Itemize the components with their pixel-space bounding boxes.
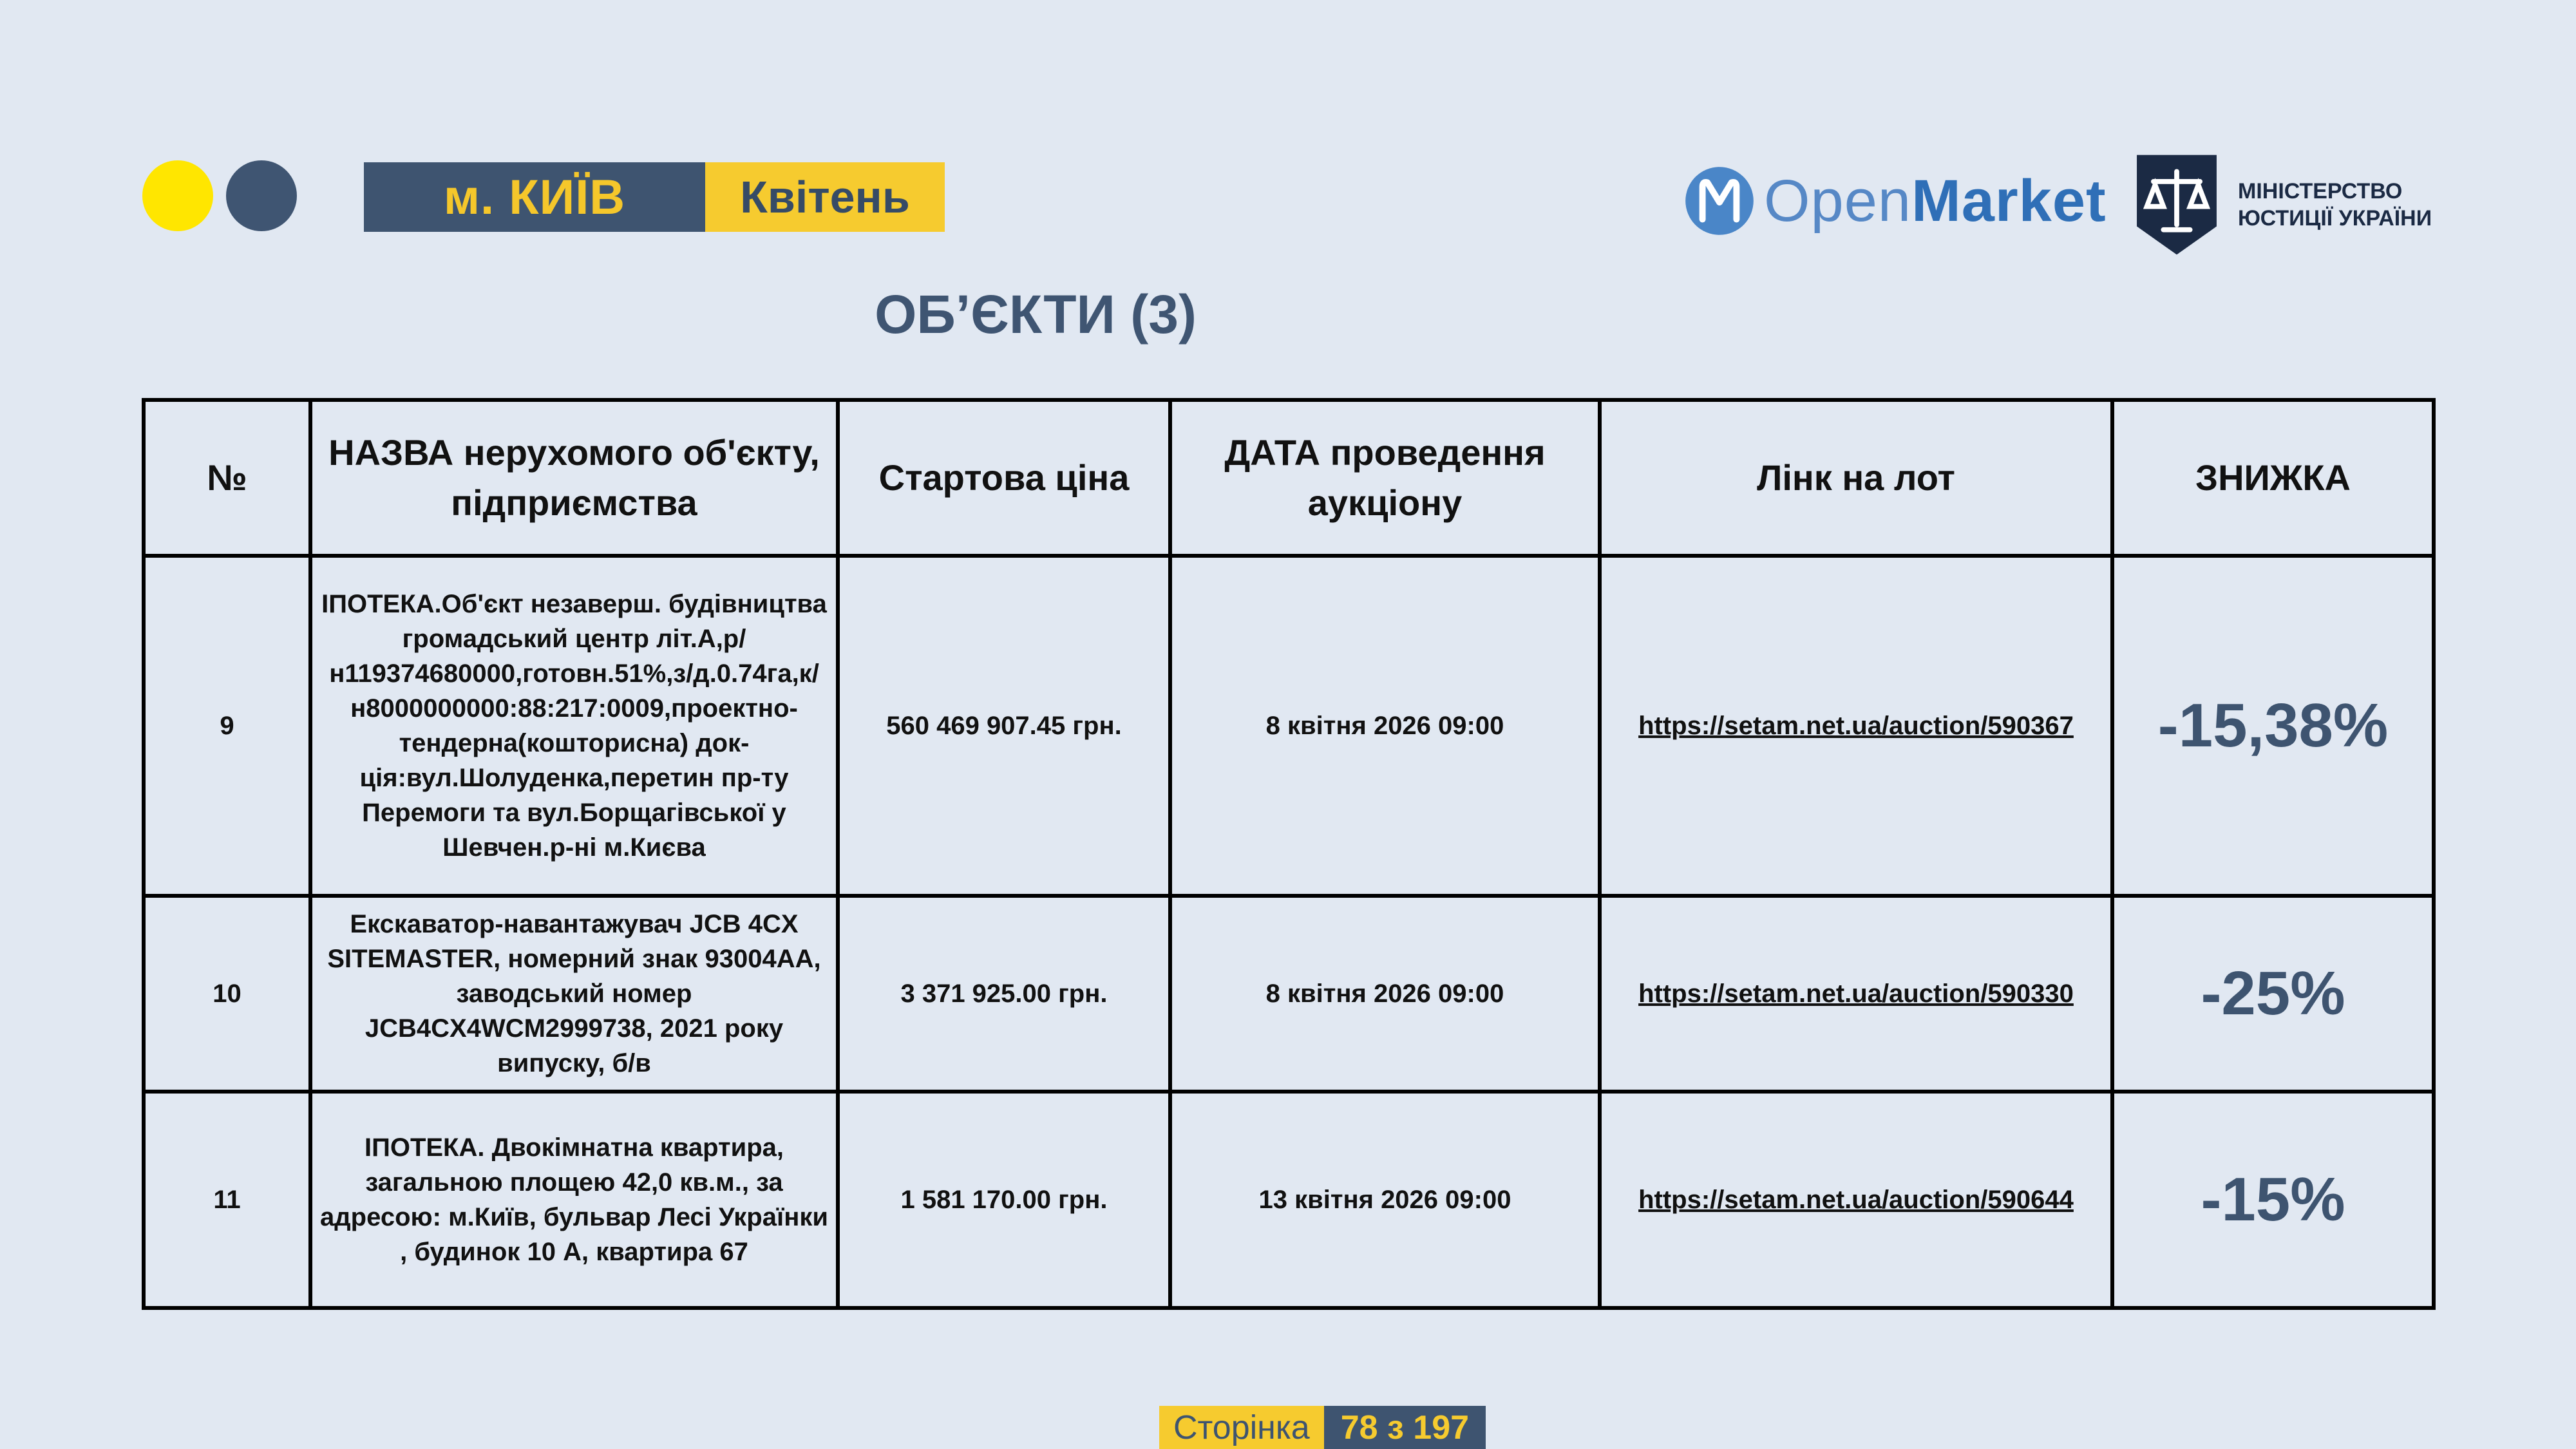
table-header-row [144,400,2434,556]
decorative-navy-dot [226,160,297,231]
cell-number: 9 [144,556,310,896]
auction-table [142,398,2436,1310]
page-indicator [1159,1406,1486,1449]
cell-number: 10 [144,896,310,1092]
col-header-price: Стартова ціна [838,400,1170,556]
month-label: Квітень [705,162,945,232]
col-header-link: Лінк на лот [1600,400,2112,556]
openmarket-word-open: Open [1764,167,1912,234]
ministry-name-line1: МІНІСТЕРСТВО [2238,179,2403,204]
cell-name: ІПОТЕКА.Об'єкт незаверш. будівництва громадський центр літ.А,р/н119374680000,готовн.51%,з/д.0.74га,к/н8000000000:88:217:0009,проектно-тендерна(кошторисна) док-ція:вул.Шолуденка,перетин пр-ту Перемоги та вул.Борщагівської у Шевчен.р-ні м.Києва [310,556,838,896]
city-label: м. КИЇВ [364,162,705,232]
cell-date: 8 квітня 2026 09:00 [1170,556,1600,896]
auction-link[interactable]: https://setam.net.ua/auction/590330 [1638,980,2074,1008]
cell-date: 13 квітня 2026 09:00 [1170,1092,1600,1308]
cell-link [1600,896,2112,1092]
openmarket-logo [1684,162,2107,240]
page-indicator-number: 78 з 197 [1324,1406,1486,1449]
auction-link[interactable]: https://setam.net.ua/auction/590644 [1638,1186,2074,1214]
cell-link [1600,1092,2112,1308]
col-header-date: ДАТА проведення аукціону [1170,400,1600,556]
col-header-name: НАЗВА нерухомого об'єкту, підприємства [310,400,838,556]
cell-name: Екскаватор-навантажувач JCB 4CX SITEMASTER, номерний знак 93004АА, заводський номер JCB4CX4WCM2999738, 2021 року випуску, б/в [310,896,838,1092]
col-header-discount: ЗНИЖКА [2112,400,2434,556]
openmarket-m-icon [1684,166,1755,236]
cell-date: 8 квітня 2026 09:00 [1170,896,1600,1092]
openmarket-word-market: Market [1911,167,2107,234]
decorative-yellow-dot [142,160,213,231]
table-row [144,556,2434,896]
ministry-name [2238,178,2432,232]
ministry-name-line2: ЮСТИЦІЇ УКРАЇНИ [2238,206,2432,231]
openmarket-wordmark [1764,167,2107,235]
cell-discount: -15,38% [2112,556,2434,896]
table-row [144,1092,2434,1308]
cell-price: 3 371 925.00 грн. [838,896,1170,1092]
city-month-tag [364,162,945,232]
col-header-number: № [144,400,310,556]
ministry-justice-shield-icon [2135,153,2219,256]
page-title: ОБ’ЄКТИ (3) [875,284,1197,345]
cell-number: 11 [144,1092,310,1308]
cell-name: ІПОТЕКА. Двокімнатна квартира, загальною площею 42,0 кв.м., за адресою: м.Київ, бульвар Лесі Українки , будинок 10 А, квартира 67 [310,1092,838,1308]
auction-link[interactable]: https://setam.net.ua/auction/590367 [1638,712,2074,740]
ministry-of-justice-logo [2135,153,2432,256]
cell-price: 560 469 907.45 грн. [838,556,1170,896]
table-row [144,896,2434,1092]
cell-link [1600,556,2112,896]
page-indicator-label: Сторінка [1159,1406,1324,1449]
cell-discount: -25% [2112,896,2434,1092]
cell-price: 1 581 170.00 грн. [838,1092,1170,1308]
cell-discount: -15% [2112,1092,2434,1308]
